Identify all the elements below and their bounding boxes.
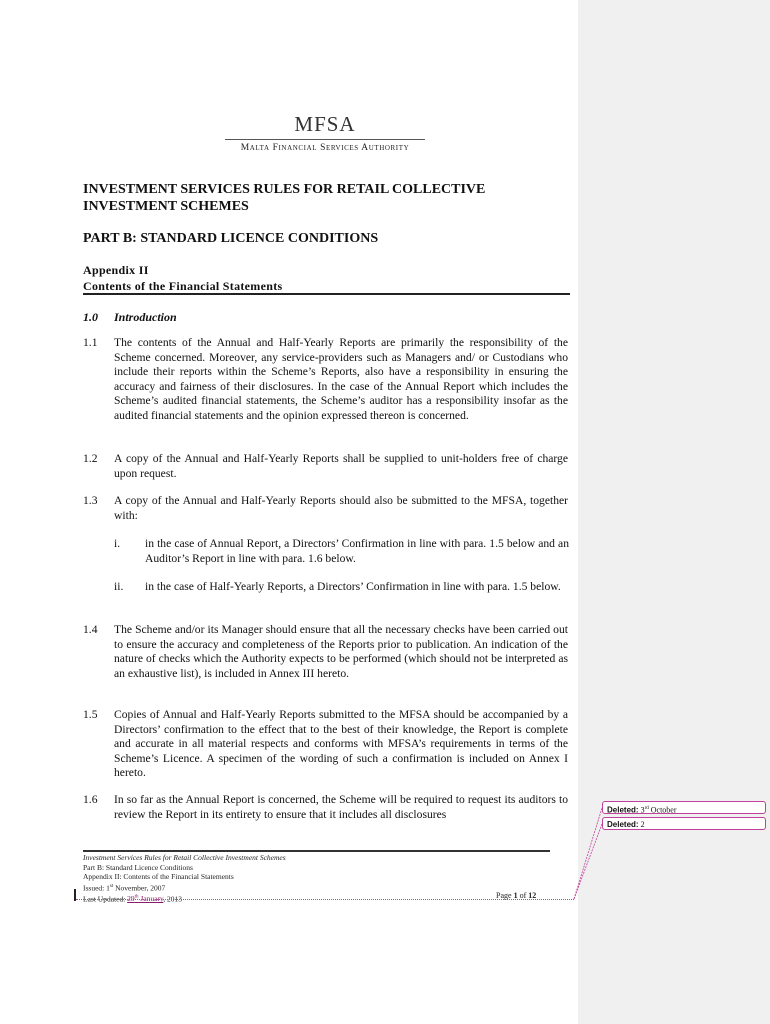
- paragraph-text: In so far as the Annual Report is concerned, the Scheme will be required to request its auditors to review the Report in its entirety to ensure that it includes all disclosures: [114, 793, 568, 821]
- section-title: Introduction: [114, 310, 177, 324]
- deleted-comment-balloon[interactable]: [602, 817, 766, 830]
- issued-suffix: November, 2007: [113, 883, 166, 893]
- page-current: 1: [513, 891, 518, 900]
- comment-text: 3: [638, 805, 645, 815]
- subitem-number: i.: [114, 537, 121, 550]
- paragraph-number: 1.4: [83, 623, 98, 636]
- updated-prefix: Last Updated:: [83, 894, 128, 904]
- page-of: of: [517, 891, 529, 900]
- subitem-number: ii.: [114, 580, 124, 593]
- footer-part: Part B: Standard Licence Conditions: [83, 862, 193, 872]
- part-heading: PART B: STANDARD LICENCE CONDITIONS: [83, 231, 379, 246]
- paragraph-text: The Scheme and/or its Manager should ensure that all the necessary checks have been carried out to ensure the accuracy and completeness of the Reports prior to publication. An indication of the nature of checks which the Authority expects to be performed (which should not be interpreted as an exhaustive list), is included in Annex III hereto.: [114, 623, 568, 680]
- comment-label: Deleted:: [607, 805, 639, 815]
- logo-title: MFSA: [294, 112, 356, 136]
- deleted-day: 29: [127, 894, 135, 904]
- appendix-number: Appendix II: [83, 263, 149, 277]
- paragraph-number: 1.3: [83, 494, 98, 507]
- page-total: 12: [528, 891, 537, 900]
- issued-sup: st: [109, 883, 114, 889]
- appendix-title: Contents of the Financial Statements: [83, 279, 283, 293]
- paragraph-number: 1.2: [83, 452, 98, 465]
- page-prefix: Page: [496, 891, 514, 900]
- comment-text-rest: October: [648, 805, 677, 815]
- paragraph-text: A copy of the Annual and Half-Yearly Reports shall be supplied to unit-holders free of charge upon request.: [114, 452, 568, 480]
- comment-sup: rd: [644, 806, 649, 811]
- logo-subtitle: Malta Financial Services Authority: [240, 143, 410, 153]
- paragraph-text: Copies of Annual and Half-Yearly Reports submitted to the MFSA should be accompanied by a Directors’ confirmation to the effect that to the best of their knowledge, the Report is complete and accurate in all material respects and conforms with MFSA’s requirements in terms of the Scheme’s Licence. A specimen of the wording of such a confirmation is included on Annex I hereto.: [114, 708, 568, 780]
- subitem-text: in the case of Half-Yearly Reports, a Directors’ Confirmation in line with para. 1.5 below.: [145, 580, 561, 593]
- paragraph-text: A copy of the Annual and Half-Yearly Reports should also be submitted to the MFSA, together with:: [114, 494, 568, 522]
- paragraph-text: The contents of the Annual and Half-Yearly Reports are primarily the responsibility of the Scheme concerned. Moreover, any service-providers such as Managers and/ or Custodians who include their reports within the Scheme’s Reports, also have a responsibility in ensuring the accuracy and fairness of their disclosures. In the case of the Annual Report which includes the Scheme’s audited financial statements, the Scheme’s auditor has a responsibility insofar as the audited financial statements and the opinion expressed thereon is concerned.: [114, 336, 568, 422]
- deleted-day-sup: th: [134, 894, 139, 900]
- issued-prefix: Issued: 1: [83, 883, 110, 893]
- updated-suffix: , 2013: [163, 894, 183, 904]
- deleted-comment-balloon[interactable]: [602, 801, 766, 814]
- deleted-month: January: [138, 894, 164, 904]
- document-title: INVESTMENT SERVICES RULES FOR RETAIL COLLECTIVE INVESTMENT SCHEMES: [83, 182, 486, 214]
- subitem-text: in the case of Annual Report, a Directors’ Confirmation in line with para. 1.5 below and an Auditor’s Report in line with para. 1.6 below.: [145, 537, 569, 565]
- footer-appendix: Appendix II: Contents of the Financial Statements: [83, 872, 234, 882]
- paragraph-number: 1.1: [83, 336, 98, 349]
- comment-label: Deleted:: [607, 820, 639, 829]
- section-number: 1.0: [83, 310, 98, 324]
- paragraph-number: 1.5: [83, 708, 98, 721]
- comment-text: 2: [638, 820, 645, 829]
- paragraph-number: 1.6: [83, 793, 98, 806]
- footer-rulebook-title: Investment Services Rules for Retail Collective Investment Schemes: [83, 853, 286, 862]
